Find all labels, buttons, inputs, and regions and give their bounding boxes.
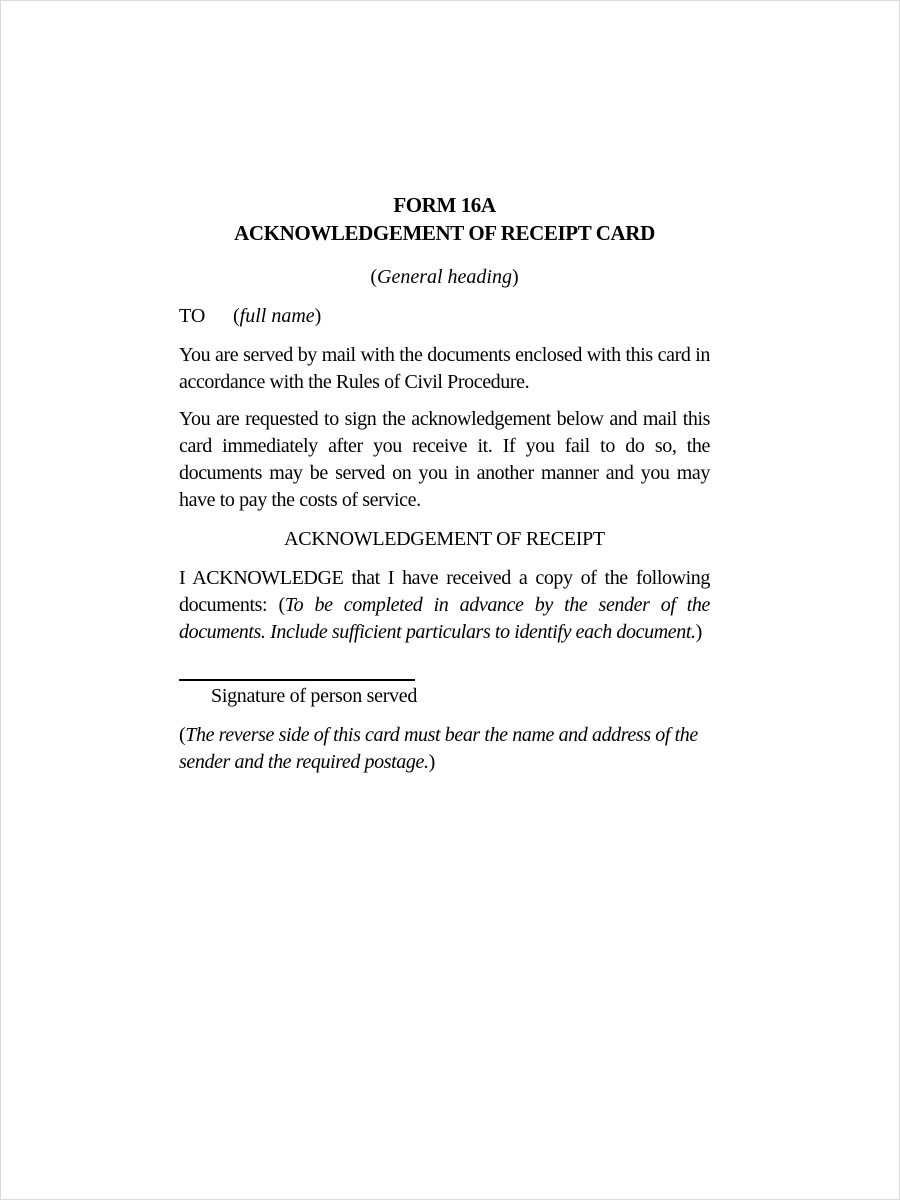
recipient-placeholder-text: full name	[239, 305, 315, 327]
service-notice-paragraph: You are served by mail with the documents enclosed with this card in accordance with the Rules of Civil Procedure.	[179, 344, 710, 393]
general-heading-text: General heading	[377, 266, 512, 288]
acknowledgement-statement: I ACKNOWLEDGE that I have received a copy of the following documents:	[179, 567, 710, 616]
recipient-line	[179, 303, 710, 330]
signature-caption: Signature of person served	[211, 685, 418, 707]
acknowledgement-heading: ACKNOWLEDGEMENT OF RECEIPT	[284, 528, 605, 550]
form-number: FORM 16A	[393, 193, 496, 217]
form-content	[179, 191, 710, 776]
reverse-side-note: (The reverse side of this card must bear the name and address of the sender and the required postage.)	[179, 724, 698, 773]
signature-line	[179, 679, 415, 681]
form-title: ACKNOWLEDGEMENT OF RECEIPT CARD	[234, 221, 655, 245]
acknowledgement-instruction: To be completed in advance by the sender of the documents. Include sufficient particulars to identify each document.	[179, 594, 710, 643]
request-paragraph: You are requested to sign the acknowledgement below and mail this card immediately after you receive it. If you fail to do so, the documents may be served on you in another manner and you may have to pay the costs of service.	[179, 408, 710, 511]
to-label: TO	[179, 305, 206, 327]
recipient-placeholder: (full name)	[233, 305, 322, 327]
reverse-side-note-text: The reverse side of this card must bear the name and address of the sender and the required postage.	[179, 724, 698, 773]
general-heading: (General heading)	[370, 266, 519, 288]
acknowledgement-paragraph: I ACKNOWLEDGE that I have received a copy of the following documents: (To be completed in advance by the sender of the documents. Include sufficient particulars to identify each document.)	[179, 567, 710, 643]
